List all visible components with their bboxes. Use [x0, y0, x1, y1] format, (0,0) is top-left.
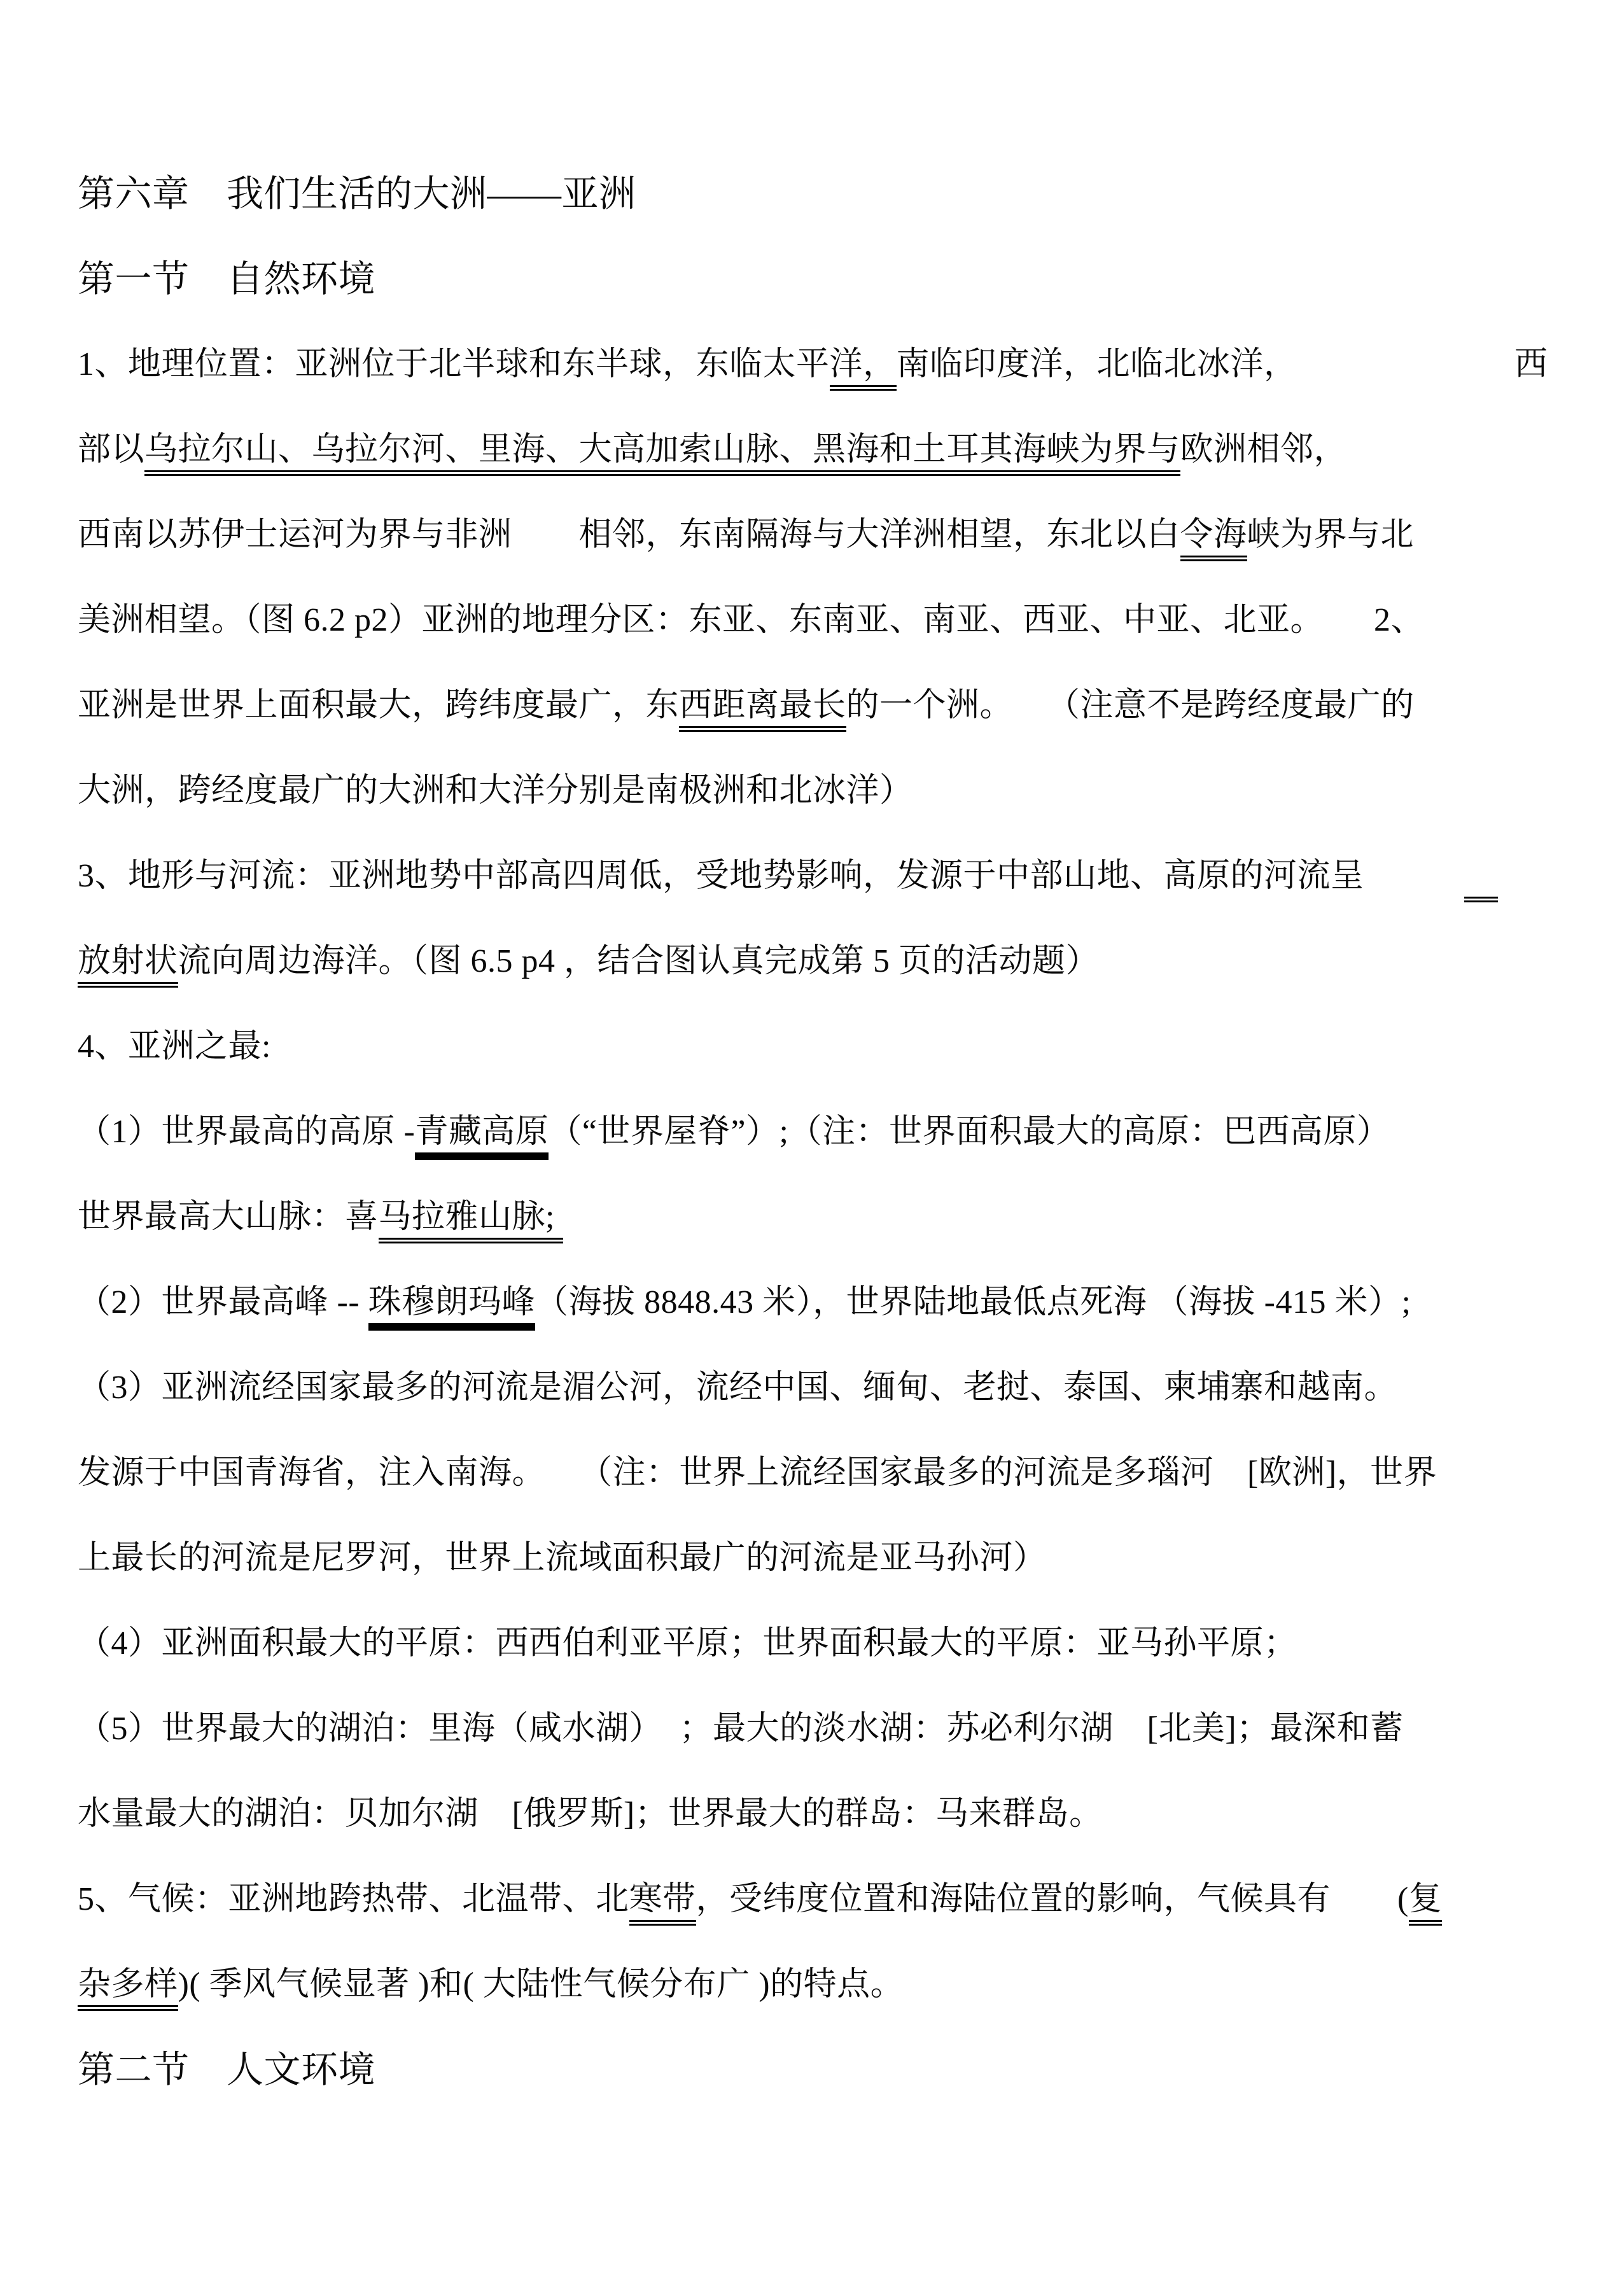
text-segment: （海拔 8848.43 米），世界陆地最低点死海 （海拔 -415 米）; — [535, 1284, 1411, 1320]
line-extremes-5b — [78, 1772, 1552, 1857]
line-chapter-title — [78, 151, 1552, 237]
text-segment: 西 — [1280, 346, 1548, 382]
section1-title: 第一节 自然环境 — [78, 258, 376, 300]
text-segment: （4）亚洲面积最大的平原：西西伯利亚平原；世界面积最大的平原：亚马孙平原； — [78, 1625, 1297, 1662]
text-segment: 南临印度洋，北临北冰洋， — [896, 346, 1281, 382]
line-section1-title — [78, 237, 1552, 322]
fill-in-blank — [1464, 858, 1498, 902]
underlined-answer: 复 — [1409, 1881, 1443, 1926]
underlined-answer: 珠穆朗玛峰 — [368, 1284, 536, 1331]
line-size-1 — [78, 663, 1552, 748]
line-geo-4 — [78, 578, 1552, 663]
text-segment: 亚洲是世界上面积最大，跨纬度最广，东 — [78, 687, 680, 724]
text-segment: 1、地理位置：亚洲位于北半球和东半球，东临太平 — [78, 346, 830, 382]
chapter-title: 第六章 我们生活的大洲——亚洲 — [78, 173, 636, 214]
underlined-answer: 洋， — [830, 346, 897, 391]
underlined-answer: 马拉雅山脉; — [379, 1199, 564, 1243]
text-segment: 水量最大的湖泊：贝加尔湖 [俄罗斯]；世界最大的群岛：马来群岛。 — [78, 1796, 1103, 1832]
underlined-answer: 青藏高原 — [415, 1114, 549, 1160]
text-segment: 5、气候：亚洲地跨热带、北温带、北 — [78, 1881, 629, 1917]
text-segment: 大洲，跨经度最广的大洲和大洋分别是南极洲和北冰洋） — [78, 773, 913, 809]
line-size-2 — [78, 748, 1552, 834]
underlined-answer: 杂多样 — [78, 1966, 178, 2011]
line-extremes-2 — [78, 1260, 1552, 1345]
line-geo-2 — [78, 407, 1552, 493]
text-segment: 西南以苏伊士运河为界与非洲 相邻，东南隔海与大洋洲相望，东北以白 — [78, 517, 1180, 553]
line-geo-3 — [78, 493, 1552, 578]
line-extremes-3b — [78, 1431, 1552, 1516]
underlined-answer: 寒带 — [629, 1881, 696, 1926]
line-extremes-1 — [78, 1089, 1552, 1175]
underlined-answer: 令海 — [1180, 517, 1247, 561]
line-terrain-2 — [78, 919, 1552, 1004]
section2-title: 第二节 人文环境 — [78, 2049, 376, 2090]
line-climate-1 — [78, 1857, 1552, 1942]
text-segment: （1）世界最高的高原 - — [78, 1114, 416, 1150]
text-segment: 欧洲相邻， — [1180, 431, 1348, 468]
line-section2-title — [78, 2027, 1552, 2113]
text-segment: 的一个洲。 （注意不是跨经度最广的 — [846, 687, 1415, 724]
text-segment: 4、亚洲之最: — [78, 1028, 271, 1065]
underlined-answer: 放射状 — [78, 943, 178, 988]
line-extremes-5a — [78, 1686, 1552, 1772]
line-extremes-3a — [78, 1345, 1552, 1431]
line-extremes-3c — [78, 1516, 1552, 1601]
text-segment: （2）世界最高峰 -- — [78, 1284, 368, 1320]
text-segment: 峡为界与北 — [1247, 517, 1415, 553]
text-segment: 流向周边海洋。（图 6.5 p4 ，结合图认真完成第 5 页的活动题） — [178, 943, 1100, 979]
line-extremes-heading — [78, 1004, 1552, 1089]
line-climate-2 — [78, 1942, 1552, 2027]
text-segment: ，受纬度位置和海陆位置的影响，气候具有 ( — [696, 1881, 1409, 1917]
text-segment: 上最长的河流是尼罗河，世界上流域面积最广的河流是亚马孙河） — [78, 1540, 1047, 1576]
text-segment: （5）世界最大的湖泊：里海（咸水湖） ；最大的淡水湖：苏必利尔湖 [北美]；最深和蓄 — [78, 1711, 1404, 1747]
line-terrain-1 — [78, 834, 1552, 919]
text-segment: 世界最高大山脉：喜 — [78, 1199, 379, 1235]
line-extremes-1b — [78, 1175, 1552, 1260]
underlined-answer: 乌拉尔山、乌拉尔河、里海、大高加索山脉、黑海和土耳其海峡为界与 — [144, 431, 1180, 476]
text-segment: 发源于中国青海省，注入南海。 （注：世界上流经国家最多的河流是多瑙河 [欧洲]，世界 — [78, 1455, 1437, 1491]
text-segment: 3、地形与河流：亚洲地势中部高四周低，受地势影响，发源于中部山地、高原的河流呈 — [78, 858, 1364, 894]
text-segment: )( 季风气候显著 )和( 大陆性气候分布广 )的特点。 — [178, 1966, 904, 2003]
text-segment: 美洲相望。（图 6.2 p2）亚洲的地理分区：东亚、东南亚、南亚、西亚、中亚、北亚。 2、 — [78, 602, 1425, 638]
line-extremes-4 — [78, 1601, 1552, 1686]
line-geo-1 — [78, 322, 1552, 407]
text-segment: （3）亚洲流经国家最多的河流是湄公河，流经中国、缅甸、老挝、泰国、柬埔寨和越南。 — [78, 1369, 1398, 1406]
text-segment: 部以 — [78, 431, 145, 468]
text-segment: （“世界屋脊”）;（注：世界面积最大的高原：巴西高原） — [549, 1114, 1390, 1150]
underlined-answer: 西距离最长 — [679, 687, 846, 732]
text-segment — [1364, 858, 1465, 894]
